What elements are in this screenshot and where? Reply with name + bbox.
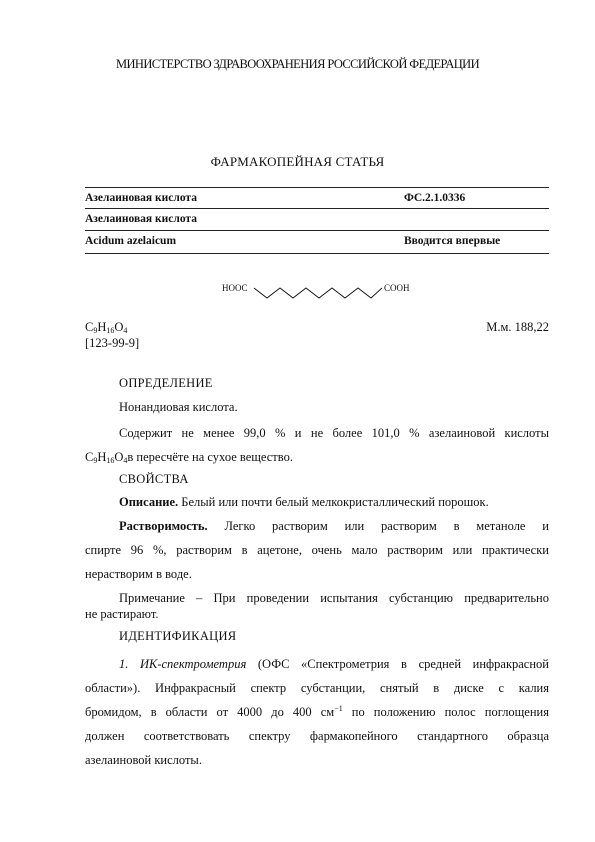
header-top-rule [85,187,549,188]
header-bottom-rule [85,253,549,254]
ir-line-3: бромидом, в области от 4000 до 400 $см^{-1}$ по положению полос поглощения [85,704,549,719]
monograph-name-ru-2: Азелаиновая кислота [85,213,197,225]
content-line-1: Содержит не менее 99,0 % и не более 101,0 % азелаиновой кислоты [119,426,549,440]
solubility-line-1: Растворимость. Легко растворим или растворим в метаноле и [119,519,549,533]
definition-chemical-name: Нонандиовая кислота. [119,400,238,414]
ir-line-4: должен соответствовать спектру фармакопейного стандартного образца [85,729,549,743]
cas-number: [123-99-9] [85,336,140,350]
ministry-title: МИНИСТЕРСТВО ЗДРАВООХРАНЕНИЯ РОССИЙСКОЙ ФЕДЕРАЦИИ [115,57,480,71]
ir-line-2: области»). Инфракрасный спектр субстанции, снятый в диске с калия [85,681,549,695]
structural-formula [222,276,422,306]
ir-paragraph [85,652,549,772]
structure-right-group: COOH [384,283,410,293]
content-line-2: $C_9H_{16}O_4в$ пересчёте на сухое вещество. [85,450,293,465]
definition-heading: ОПРЕДЕЛЕНИЕ [119,376,213,390]
monograph-code: ФС.2.1.0336 [404,192,466,204]
solubility-line-2: спирте 96 %, растворим в ацетоне, очень мало растворим или практически [85,543,549,557]
ir-line-5: азелаиновой кислоты. [85,753,202,767]
document-title: ФАРМАКОПЕЙНАЯ СТАТЬЯ [210,154,385,169]
note-line-1: Примечание – При проведении испытания субстанцию предварительно [119,591,549,605]
properties-heading: СВОЙСТВА [119,472,189,486]
header-rule-2 [85,230,549,231]
note-line-2: не растирают. [85,607,159,621]
monograph-name-latin: Acidum azelaicum [85,235,177,247]
molecular-formula: $C_9H_{16}O_4$ [85,320,128,335]
monograph-name-ru: Азелаиновая кислота [85,192,197,204]
note-paragraph [85,590,549,622]
molecular-mass: М.м. 188,22 [486,320,549,334]
definition-content [85,421,549,469]
solubility-paragraph [85,514,549,586]
ir-line-1: 1. ИК-спектрометрия (ОФС «Спектрометрия в средней инфракрасной [119,657,549,671]
identification-heading: ИДЕНТИФИКАЦИЯ [119,629,237,643]
monograph-status: Вводится впервые [404,235,501,247]
header-rule-1 [85,208,549,209]
structure-left-group: HOOC [222,283,248,293]
description-paragraph: Описание. Белый или почти белый мелкокристаллический порошок. [119,495,489,509]
carbon-chain [254,288,382,298]
solubility-line-3: нерастворим в воде. [85,567,192,581]
